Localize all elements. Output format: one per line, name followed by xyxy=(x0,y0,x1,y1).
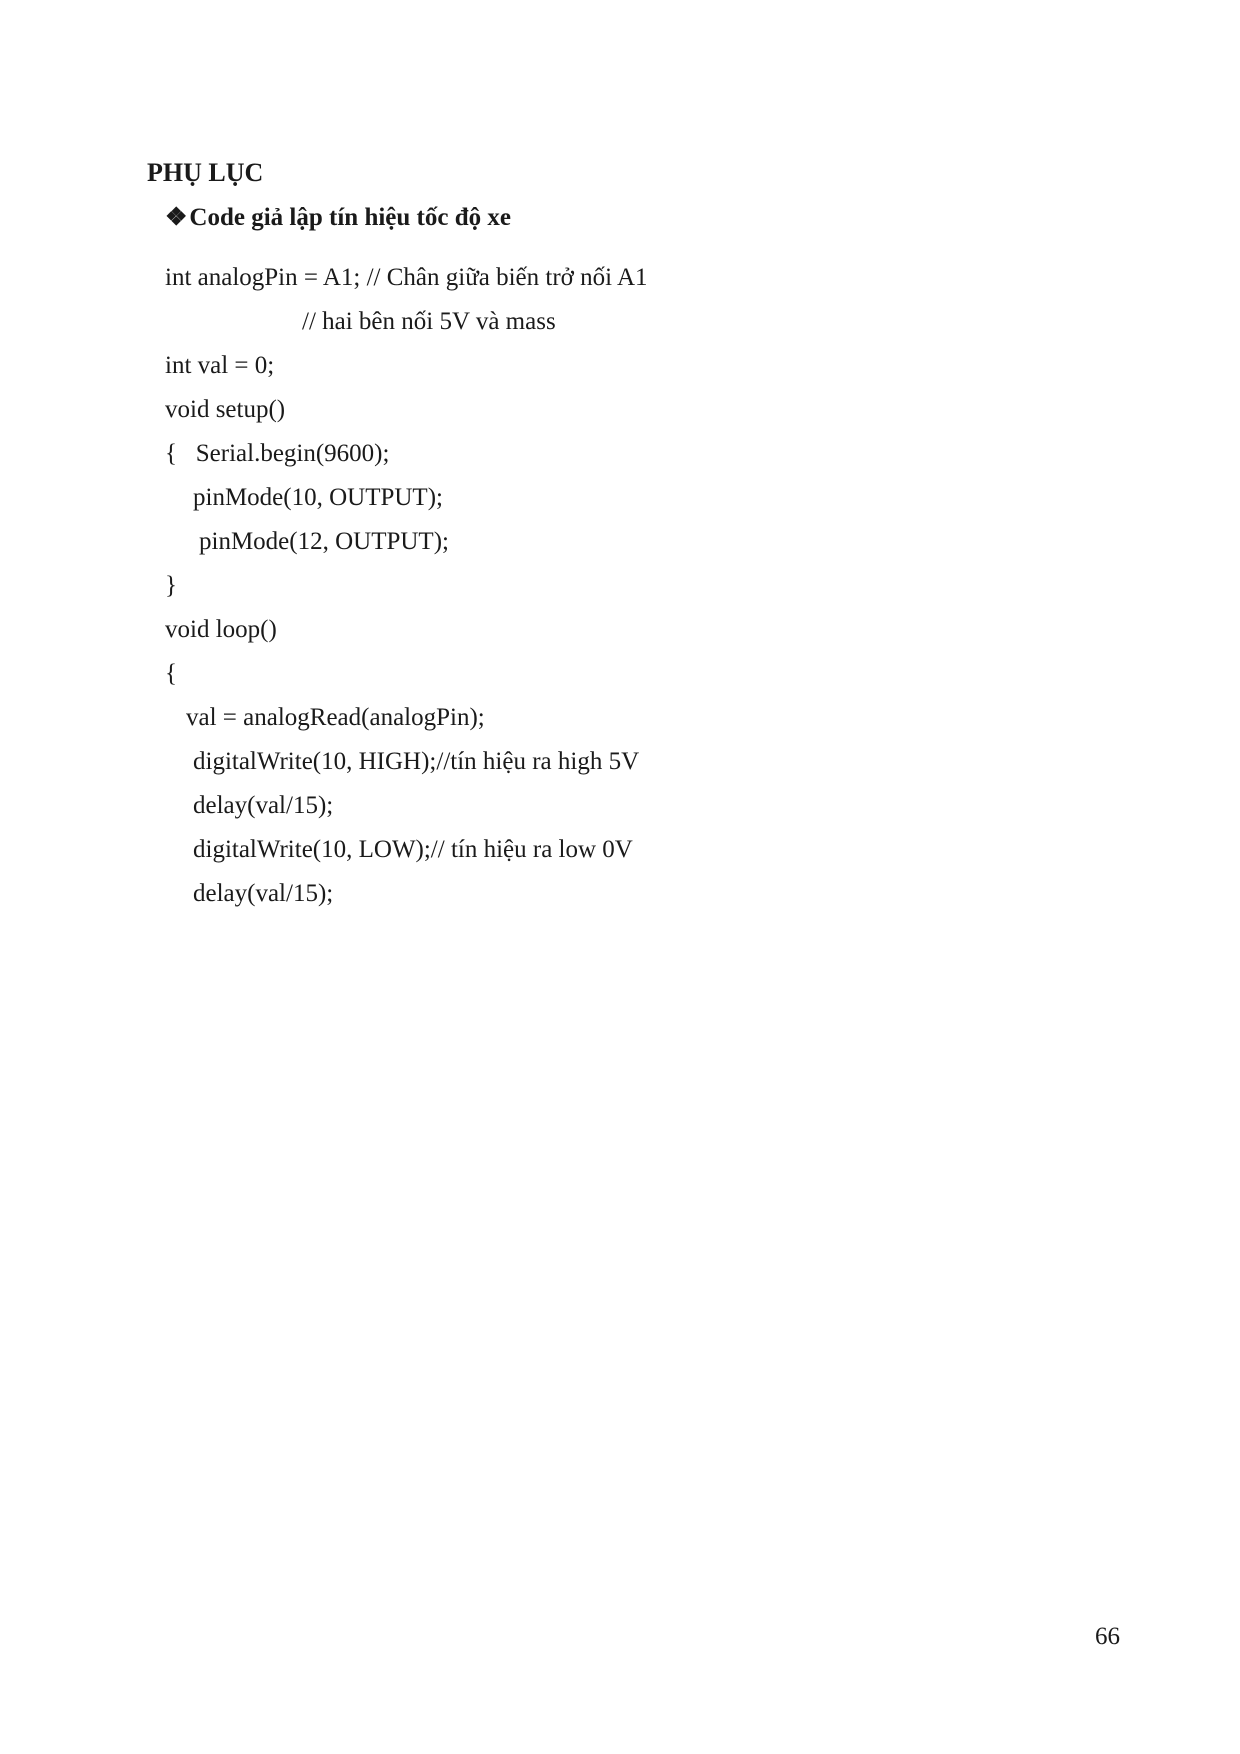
code-line: pinMode(10, OUTPUT); xyxy=(193,484,443,511)
code-line: } xyxy=(165,572,177,599)
page-number: 66 xyxy=(1095,1623,1120,1650)
code-line: // hai bên nối 5V và mass xyxy=(302,308,556,335)
code-line: { xyxy=(165,660,177,687)
code-line: void setup() xyxy=(165,396,286,423)
code-line: pinMode(12, OUTPUT); xyxy=(199,528,449,555)
code-line: val = analogRead(analogPin); xyxy=(186,704,485,731)
code-line: digitalWrite(10, LOW);// tín hiệu ra low 0V xyxy=(193,836,633,863)
code-line: delay(val/15); xyxy=(193,880,334,907)
code-line: { Serial.begin(9600); xyxy=(165,440,390,467)
code-line: int analogPin = A1; // Chân giữa biến trở nối A1 xyxy=(165,264,648,291)
diamond-bullet-icon: ❖ xyxy=(165,204,188,231)
code-line: digitalWrite(10, HIGH);//tín hiệu ra high 5V xyxy=(193,748,640,775)
code-line: void loop() xyxy=(165,616,277,643)
code-line: delay(val/15); xyxy=(193,792,334,819)
subsection-heading xyxy=(165,203,511,233)
section-heading: PHỤ LỤC xyxy=(147,158,264,187)
subsection-title: Code giả lập tín hiệu tốc độ xe xyxy=(189,204,511,231)
code-line: int val = 0; xyxy=(165,352,275,379)
